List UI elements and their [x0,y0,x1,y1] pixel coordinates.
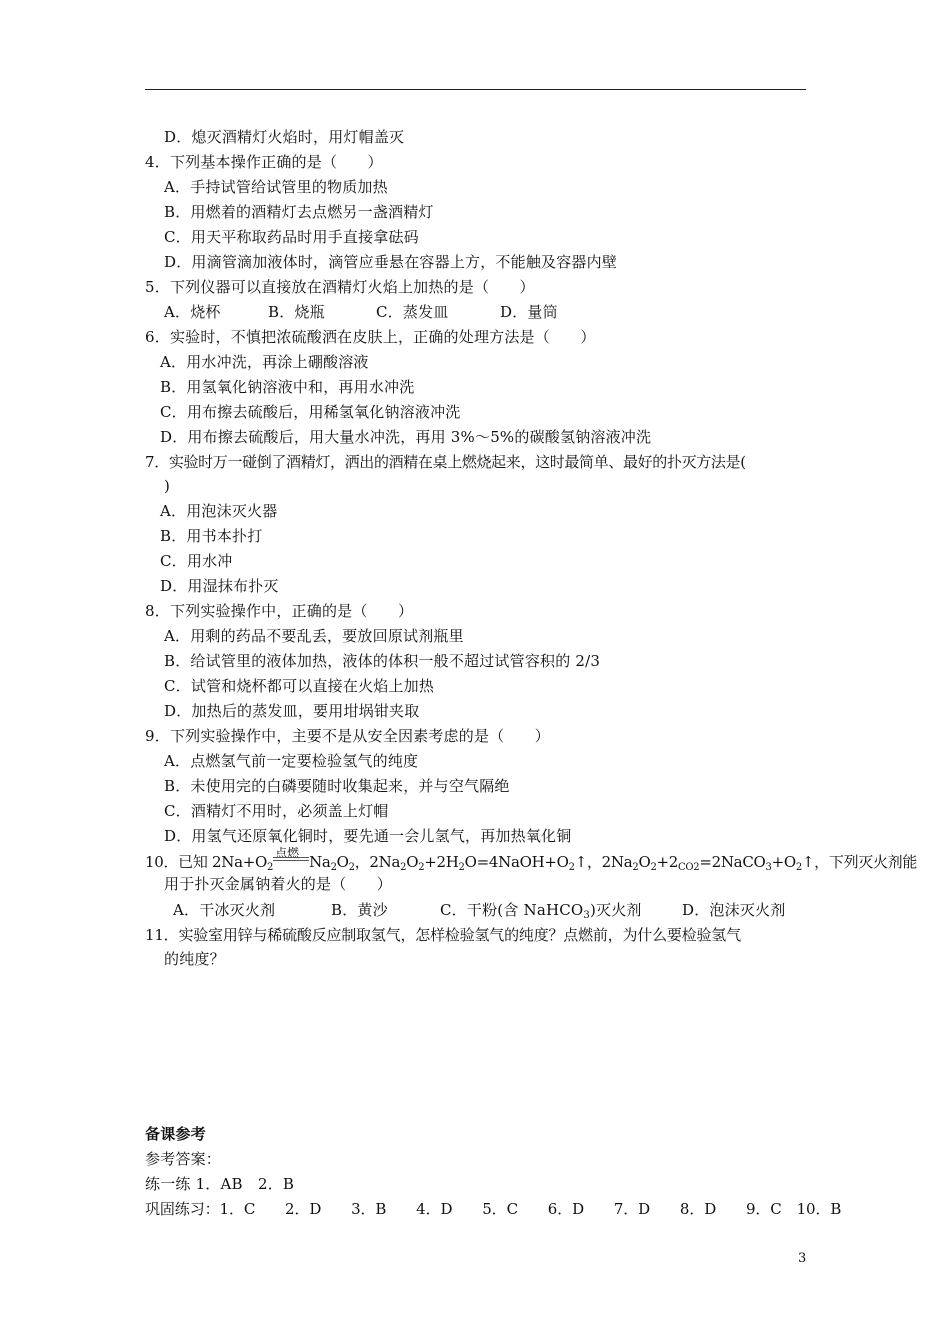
q10-subscript: 2 [267,862,274,873]
q10-product-o: O [336,853,349,871]
q9-stem: 9．下列实验操作中，主要不是从安全因素考虑的是（ ） [145,727,550,745]
q8-option-c: C．试管和烧杯都可以直接在火焰上加热 [164,677,435,695]
answers-label: 参考答案： [145,1150,222,1168]
page-number: 3 [798,1251,807,1266]
q10-eq3-o: O [638,853,651,871]
q5-option-a: A．烧杯 [164,303,221,321]
q10-option-b: B．黄沙 [331,901,388,919]
q10-stem [145,846,918,875]
reference-heading: 备课参考 [145,1125,206,1143]
q10-eq2-o: O [406,853,419,871]
reaction-condition: 点燃 [275,846,300,860]
q10-options [173,900,785,923]
reaction-arrow [273,846,309,867]
q9-option-a: A．点燃氢气前一定要检验氢气的纯度 [164,752,419,770]
q8-stem: 8．下列实验操作中，正确的是（ ） [145,602,414,620]
consolidation-answers: 巩固练习：1．C 2．D 3．B 4．D 5．C 6．D 7．D 8．D 9．C 10．B [145,1200,842,1218]
q6-option-a: A．用水冲洗，再涂上硼酸溶液 [160,353,369,371]
q10-eq1-left: 10．已知 2Na+O [145,853,268,871]
q10-co2-small: CO2 [678,862,700,873]
q4-stem: 4．下列基本操作正确的是（ ） [145,153,383,171]
q10-eq3-start: ↑，2Na [574,853,633,871]
q5-options [164,302,558,322]
q10-eq3-o2: +O [771,853,796,871]
q3-option-d: D．熄灭酒精灯火焰时，用灯帽盖灭 [164,128,405,146]
q10-option-c-tail: )灭火剂 [589,901,642,919]
q7-option-d: D．用湿抹布扑灭 [160,577,279,595]
q10-subscript: 2 [795,862,802,873]
q10-subscript: 2 [330,862,337,873]
q10-subscript: 2 [348,862,355,873]
q5-option-c: C．蒸发皿 [376,303,449,321]
q10-product: Na [309,853,331,871]
q7-option-c: C．用水冲 [160,552,233,570]
q7-option-a: A．用泡沫灭火器 [160,502,278,520]
q10-subscript: 2 [400,862,407,873]
q4-option-d: D．用滴管滴加液体时，滴管应垂悬在容器上方，不能触及容器内壁 [164,253,618,271]
q10-subscript: 2 [458,862,465,873]
q10-eq3-end: ↑，下列灭火剂能 [801,853,918,871]
q8-option-a: A．用剩的药品不要乱丢，要放回原试剂瓶里 [164,627,464,645]
practice-answers: 练一练 1．AB 2．B [145,1175,295,1193]
q6-stem: 6．实验时，不慎把浓硫酸洒在皮肤上，正确的处理方法是（ ） [145,328,596,346]
q10-eq3-rest: =2NaCO [699,853,766,871]
q8-option-d: D．加热后的蒸发皿，要用坩埚钳夹取 [164,702,420,720]
q6-option-d: D．用布擦去硫酸后，用大量水冲洗，再用 3%～5%的碳酸氢钠溶液冲洗 [160,428,652,446]
q8-option-b: B．给试管里的液体加热，液体的体积一般不超过试管容积的 2/3 [164,652,601,670]
q10-eq3-plus: +2 [656,853,679,871]
q11-stem-line2: 的纯度？ [164,950,225,968]
q10-subscript: 2 [568,862,575,873]
q7-stem: 7．实验时万一碰倒了酒精灯，洒出的酒精在桌上燃烧起来，这时最简单、最好的扑灭方法是( [145,453,746,471]
q10-subscript: 3 [583,910,590,921]
arrow-line-top [273,857,309,858]
q11-stem: 11．实验室用锌与稀硫酸反应制取氢气，怎样检验氢气的纯度？点燃前，为什么要检验氢气 [145,926,741,944]
q10-subscript: 2 [418,862,425,873]
q10-option-c-text: C．干粉(含 NaHCO [440,901,584,919]
q4-option-b: B．用燃着的酒精灯去点燃另一盏酒精灯 [164,203,434,221]
q5-stem: 5．下列仪器可以直接放在酒精灯火焰上加热的是（ ） [145,278,535,296]
q5-option-b: B．烧瓶 [268,303,325,321]
q7-stem-cont: ) [164,477,171,495]
q10-option-d: D．泡沫灭火剂 [682,901,786,919]
arrow-line-bottom [273,860,309,861]
q10-subscript: 2 [650,862,657,873]
q10-subscript: 2 [632,862,639,873]
q10-subscript: 3 [765,862,772,873]
header-rule [145,89,806,90]
q10-eq2-rest: O=4NaOH+O [464,853,569,871]
q10-option-c [440,900,682,923]
q10-option-a: A．干冰灭火剂 [173,901,276,919]
q7-option-b: B．用书本扑打 [160,527,263,545]
q4-option-a: A．手持试管给试管里的物质加热 [164,178,388,196]
q6-option-c: C．用布擦去硫酸后，用稀氢氧化钠溶液冲洗 [160,403,461,421]
q10-eq2-plus: +2H [424,853,459,871]
q10-eq2: ，2Na [354,853,401,871]
q6-option-b: B．用氢氧化钠溶液中和，再用水冲洗 [160,378,415,396]
q10-stem-line2: 用于扑灭金属钠着火的是（ ） [164,875,393,893]
q9-option-d: D．用氢气还原氧化铜时，要先通一会儿氢气，再加热氧化铜 [164,827,572,845]
q9-option-c: C．酒精灯不用时，必须盖上灯帽 [164,802,389,820]
q5-option-d: D．量筒 [500,303,558,321]
q4-option-c: C．用天平称取药品时用手直接拿砝码 [164,228,419,246]
q9-option-b: B．未使用完的白磷要随时收集起来，并与空气隔绝 [164,777,510,795]
